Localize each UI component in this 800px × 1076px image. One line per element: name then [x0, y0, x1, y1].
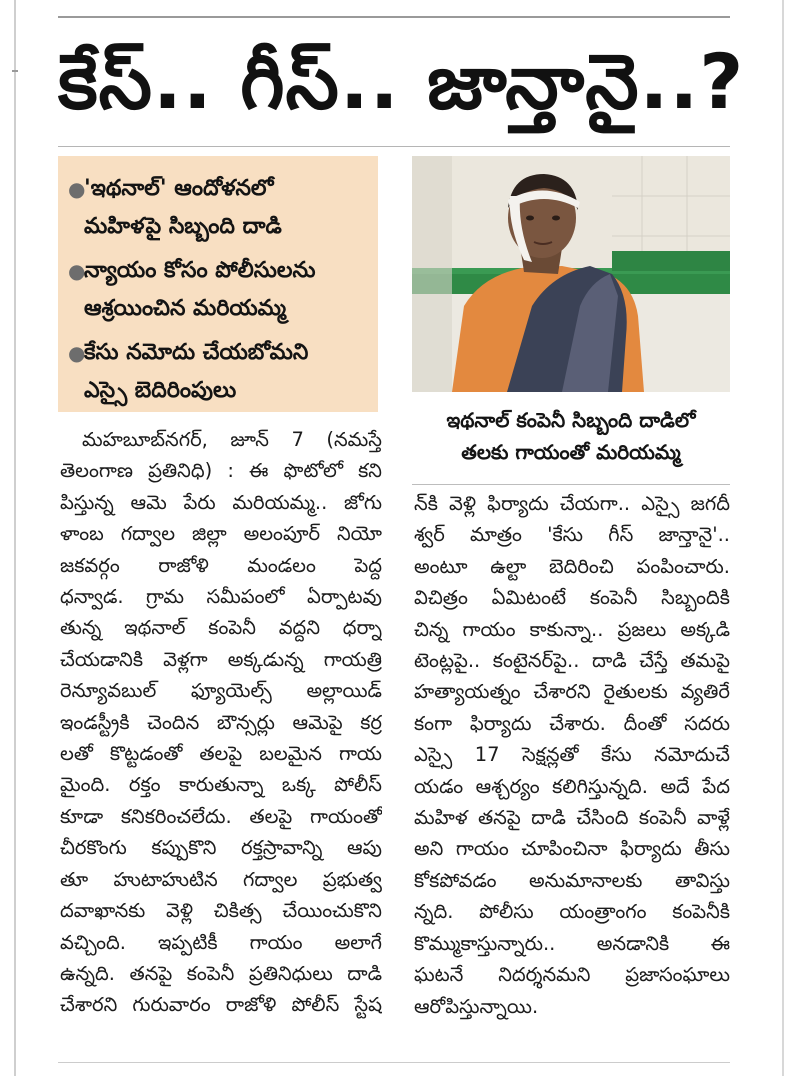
highlight-text: న్యాయం కోసం పోలీసులను ఆశ్రయించిన మరియమ్మ [84, 258, 316, 321]
highlight-text: 'ఇథనాల్' ఆందోళనలో మహిళపై సిబ్బంది దాడి [84, 176, 282, 239]
article-line: తూ హుటాహుటిన గద్వాల ప్రభుత్వ [60, 867, 382, 891]
caption-line-2: తలకు గాయంతో మరియమ్మ [461, 440, 681, 464]
caption-line-1: ఇథనాల్ కంపెనీ సిబ్బంది దాడిలో [446, 408, 696, 432]
article-line: శ్వర్ మాత్రం 'కేసు గీస్ జాన్తానై'.. [414, 523, 730, 547]
article-line: చేశారని గురువారం రాజోళి పోలీస్ స్టేష [60, 993, 382, 1017]
page-edge-right [782, 0, 784, 1076]
photo-caption [412, 404, 730, 474]
article-line: న్‌కి వెళ్లి ఫిర్యాదు చేయగా.. ఎస్సై జగదీ [414, 492, 730, 515]
news-photo [412, 156, 730, 392]
headline-rule [58, 146, 730, 147]
bottom-rule [58, 1062, 730, 1063]
article-line: దవాఖానకు వెళ్లి చికిత్స చేయించుకొని [60, 899, 382, 923]
article-line: ఎస్సై 17 సెక్షన్లతో కేసు నమోదుచే [414, 743, 730, 767]
article-line: తున్న ఇథనాల్ కంపెనీ వద్దని ధర్నా [60, 616, 382, 640]
highlight-item [68, 170, 366, 246]
highlight-text: కేసు నమోదు చేయబోమని ఎస్సై బెదిరింపులు [84, 340, 309, 403]
article-column-right [414, 488, 730, 1022]
article-line: ళాంబ గద్వాల జిల్లా అలంపూర్ నియో [60, 522, 382, 546]
article-line: వచ్చింది. ఇప్పటికీ గాయం అలాగే [60, 930, 382, 954]
bullet-icon: ● [68, 259, 86, 283]
article-line: మైంది. రక్తం కారుతున్నా ఒక్క పోలీస్ [60, 773, 382, 797]
article-line: పిస్తున్న ఆమె పేరు మరియమ్మ.. జోగు [60, 490, 382, 514]
article-line: తెలంగాణ ప్రతినిధి) : ఈ ఫొటోలో కని [60, 459, 382, 483]
margin-tick [12, 70, 18, 72]
headline: కేస్.. గీస్.. జాన్తానై..? [58, 37, 745, 126]
article-line: హత్యాయత్నం చేశారని రైతులకు వ్యతిరే [414, 680, 730, 704]
article-line: చేయడానికి వెళ్లగా అక్కడున్న గాయత్రి [60, 647, 382, 671]
bullet-icon: ● [68, 177, 86, 201]
article-line: న్నది. పోలీసు యంత్రాంగం కంపెనీకి [414, 900, 730, 924]
article-line: కోకపోవడం అనుమానాలకు తావిస్తు [414, 868, 730, 892]
article-line: ఘటనే నిదర్శనమని ప్రజాసంఘాలు [414, 963, 730, 987]
top-rule [58, 16, 730, 18]
highlights-box [58, 156, 378, 412]
article-line: ధన్వాడ. గ్రామ సమీపంలో ఏర్పాటవు [60, 585, 382, 609]
article-line: చీరకొంగు కప్పుకొని రక్తస్రావాన్ని ఆపు [60, 836, 382, 860]
article-line: అని గాయం చూపించినా ఫిర్యాదు తీసు [414, 837, 730, 861]
highlight-item [68, 334, 366, 410]
article-line: లతో కొట్టడంతో తలపై బలమైన గాయ [60, 742, 382, 766]
article-line: కంగా ఫిర్యాదు చేశారు. దీంతో సదరు [414, 711, 730, 735]
highlight-item [68, 252, 366, 328]
bullet-icon: ● [68, 341, 86, 365]
article-line: ఇండస్ట్రీకి చెందిన బౌన్సర్లు ఆమెపై కర్ర [60, 710, 382, 734]
article-line: టెంట్లపై.. కంటైనర్‌పై.. దాడి చేస్తే తమపై [414, 649, 730, 673]
article-line: మహబూబ్‌నగర్, జూన్ 7 (నమస్తే [82, 428, 382, 451]
article-line: జకవర్గం రాజోళి మండలం పెద్ద [60, 553, 382, 577]
article-column-left [60, 424, 382, 1021]
article-line: ఆరోపిస్తున్నాయి. [414, 994, 539, 1018]
article-line: కొమ్ముకాస్తున్నారు.. అనడానికి ఈ [414, 931, 730, 955]
article-line: యడం ఆశ్చర్యం కలిగిస్తున్నది. అదే పేద [414, 774, 730, 798]
article-line: రెన్యూవబుల్ ఫ్యూయెల్స్ అల్లాయిడ్ [60, 679, 382, 703]
page-edge-left [14, 0, 16, 1076]
article-line: మహిళ తనపై దాడి చేసింది కంపెనీ వాళ్లే [414, 806, 730, 830]
article-line: విచిత్రం ఏమిటంటే కంపెనీ సిబ్బందికి [414, 586, 730, 610]
article-line: చిన్న గాయం కాకున్నా.. ప్రజలు అక్కడి [414, 617, 730, 641]
article-line: కూడా కనికరించలేదు. తలపై గాయంతో [60, 804, 382, 828]
caption-rule [412, 484, 730, 485]
article-line: అంటూ ఉల్టా బెదిరించి పంపించారు. [414, 554, 730, 578]
article-line: ఉన్నది. తనపై కంపెనీ ప్రతినిధులు దాడి [60, 961, 382, 985]
